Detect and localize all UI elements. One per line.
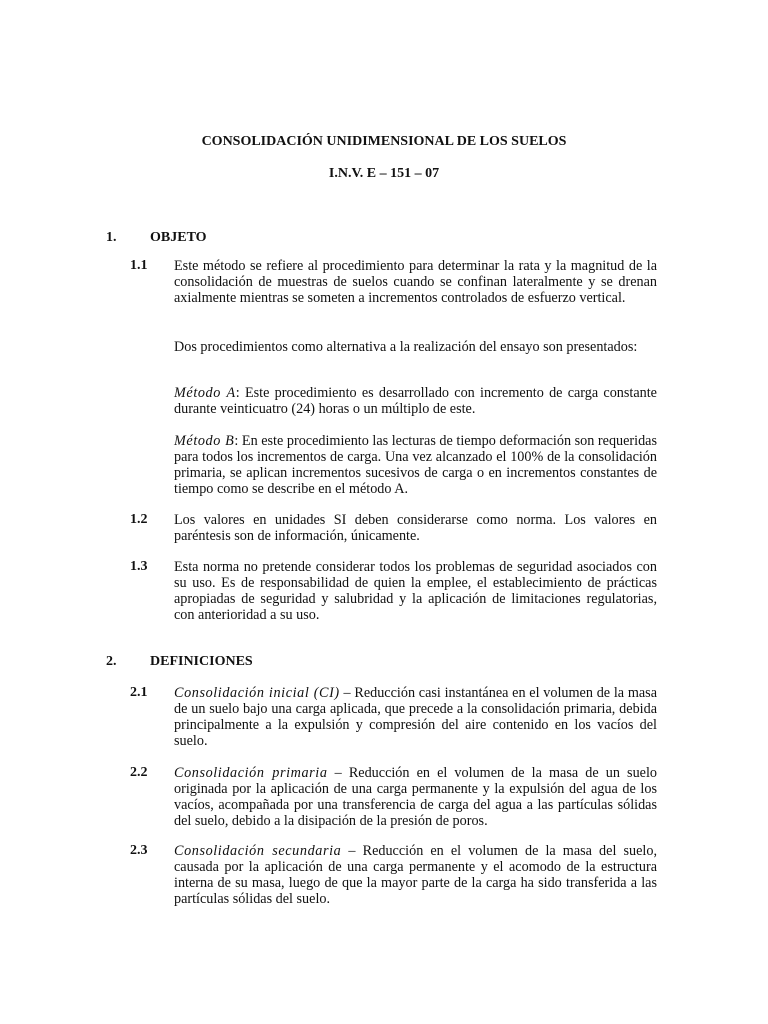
definition-text: – Reducción en el volumen de la masa del suelo, causada por la aplicación de una carga permanente y el acomodo de la estructura interna de su masa, luego de que la mayor parte de la carga ha sido transferida a las partículas sólidas del suelo.: [174, 843, 657, 907]
item-number: 1.1: [130, 258, 148, 273]
item-number: 1.2: [130, 512, 148, 527]
paragraph: [174, 258, 657, 306]
paragraph-text: Dos procedimientos como alternativa a la realización del ensayo son presentados:: [174, 339, 638, 355]
paragraph-text: : Este procedimiento es desarrollado con incremento de carga constante durante veinticuatro (24) horas o un múltiplo de este.: [174, 385, 657, 417]
section-title-objeto: OBJETO: [150, 230, 207, 245]
item-number: 2.1: [130, 685, 148, 700]
section-number: 2.: [106, 654, 117, 669]
paragraph-text: Los valores en unidades SI deben considerarse como norma. Los valores en paréntesis son de información, únicamente.: [174, 512, 657, 544]
document-code: I.N.V. E – 151 – 07: [328, 166, 440, 181]
section-number: 1.: [106, 230, 117, 245]
paragraph: [174, 559, 657, 623]
paragraph-lead: Método A: [174, 385, 236, 401]
definition-paragraph: [174, 843, 657, 907]
definition-text: – Reducción casi instantánea en el volumen de la masa de un suelo bajo una carga aplicada, que precede a la consolidación primaria, debida principalmente a la expulsión y compresión del aire contenido en los vacíos del suelo.: [174, 685, 657, 749]
item-number: 2.3: [130, 843, 148, 858]
definition-paragraph: [174, 685, 657, 749]
paragraph-metodo-a: [174, 385, 657, 417]
definition-text: – Reducción en el volumen de la masa de un suelo originada por la aplicación de una carga permanente y la expulsión del agua de los vacíos, acompañada por una transferencia de carga del agua a las partículas sólidas del suelo, debido a la disipación de la presión de poros.: [174, 765, 657, 829]
definition-term: Consolidación inicial (CI): [174, 685, 340, 701]
paragraph-text: Este método se refiere al procedimiento para determinar la rata y la magnitud de la consolidación de muestras de suelos cuando se confinan lateralmente y se drenan axialmente mientras se someten a incrementos controlados de esfuerzo vertical.: [174, 258, 657, 306]
definition-term: Consolidación primaria: [174, 765, 328, 781]
definition-paragraph: [174, 765, 657, 829]
section-title-definiciones: DEFINICIONES: [150, 654, 253, 669]
paragraph-lead: Método B: [174, 433, 235, 449]
paragraph: [174, 512, 657, 544]
item-number: 1.3: [130, 559, 148, 574]
paragraph-metodo-b: [174, 433, 657, 497]
paragraph-text: Esta norma no pretende considerar todos los problemas de seguridad asociados con su uso. Es de responsabilidad de quien la emplee, el establecimiento de prácticas apropiadas de seguridad y salubridad y la aplicación de limitaciones regulatorias, con anterioridad a su uso.: [174, 559, 657, 623]
definition-term: Consolidación secundaria: [174, 843, 342, 859]
paragraph: [174, 339, 657, 355]
document-title: CONSOLIDACIÓN UNIDIMENSIONAL DE LOS SUELOS: [201, 134, 567, 149]
item-number: 2.2: [130, 765, 148, 780]
paragraph-text: : En este procedimiento las lecturas de tiempo deformación son requeridas para todos los incrementos de carga. Una vez alcanzado el 100% de la consolidación primaria, se aplican incrementos sucesivos de carga o en incrementos constantes de tiempo como se describe en el método A.: [174, 433, 658, 497]
